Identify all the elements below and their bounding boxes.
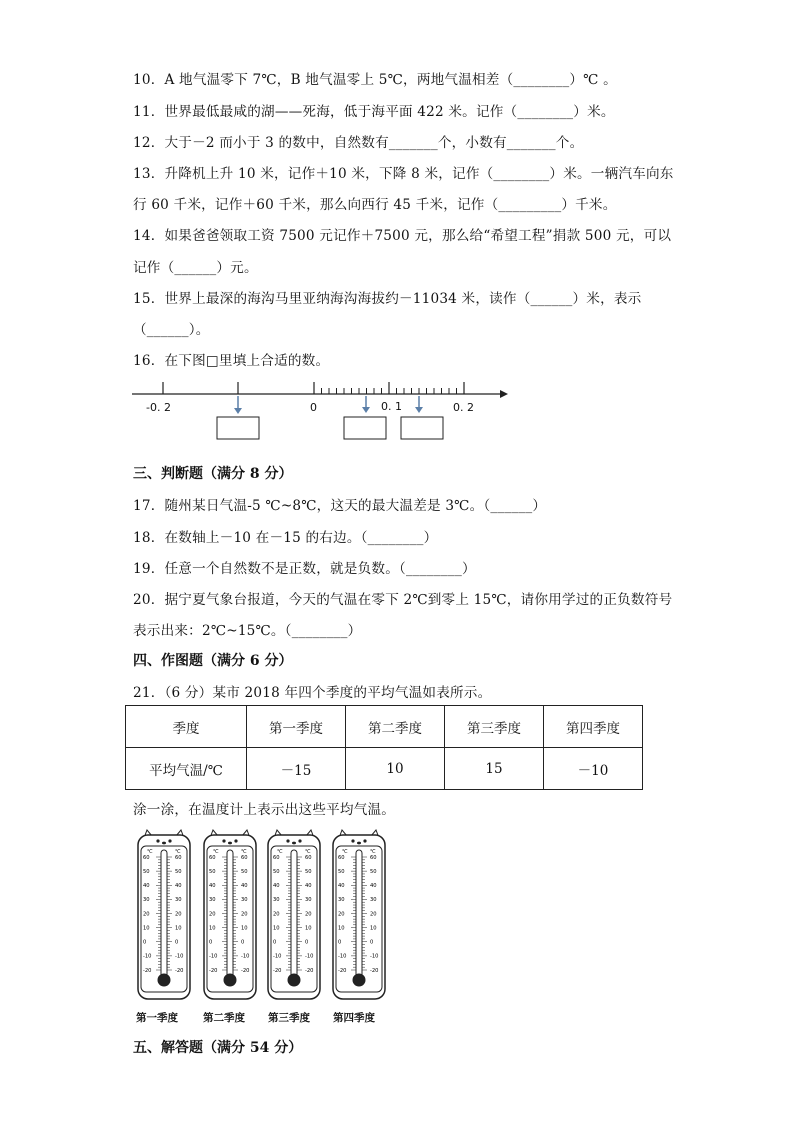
nose-icon [162,842,166,845]
scale-label: 60 [175,854,182,861]
scale-label: -10 [209,953,218,960]
unit-label: ℃ [277,849,283,855]
scale-label: 10 [305,925,312,932]
scale-label: -10 [338,953,347,960]
table-cell: 平均气温/℃ [126,748,247,790]
thermometer-4[interactable] [329,828,389,1003]
scale-label: 0 [305,939,309,946]
scale-label: 0 [338,939,342,946]
question-20-line1: 20．据宁夏气象台报道，今天的气温在零下 2℃到零上 15℃，请你用学过的正负数符号 [133,592,673,608]
label-0.2: 0. 2 [453,401,474,414]
eye-icon [234,839,237,842]
scale-label: -10 [305,953,314,960]
nose-icon [292,842,296,845]
question-10: 10．A 地气温零下 7℃，B 地气温零上 5℃，两地气温相差（________）℃ 。 [133,72,617,88]
number-line-figure [130,372,520,447]
question-18: 18．在数轴上－10 在－15 的右边。（________） [133,530,438,546]
question-17: 17．随州某日气温-5 ℃~8℃，这天的最大温差是 3℃。（______） [133,498,547,514]
thermometer-bulb [353,974,365,986]
table-cell: 第三季度 [445,706,544,748]
nose-icon [228,842,232,845]
eye-icon [156,839,159,842]
thermometer-tube [356,850,362,978]
scale-label: 50 [370,868,377,875]
table-header-row [126,706,643,748]
scale-label: 0 [370,939,374,946]
table-cell: －10 [544,748,643,790]
scale-label: 10 [241,925,248,932]
question-12: 12．大于－2 而小于 3 的数中，自然数有_______个，小数有_______个。 [133,135,584,151]
answer-box-2[interactable] [344,417,386,439]
scale-label: 10 [338,925,345,932]
thermometer-3[interactable] [264,828,324,1003]
scale-label: 30 [175,897,182,904]
unit-label: ℃ [147,849,153,855]
scale-label: 30 [338,897,345,904]
unit-label: ℃ [370,849,376,855]
label-neg-0.2: -0. 2 [146,401,171,414]
scale-label: -10 [273,953,282,960]
scale-label: 60 [370,854,377,861]
thermometer-caption-4: 第四季度 [333,1012,375,1024]
unit-label: ℃ [342,849,348,855]
thermometer-bulb [224,974,236,986]
scale-label: 20 [209,911,216,918]
table-cell: 第四季度 [544,706,643,748]
scale-label: 40 [370,883,377,890]
question-11: 11．世界最低最咸的湖——死海，低于海平面 422 米。记作（________）米。 [133,104,615,120]
scale-label: 10 [143,925,150,932]
scale-label: -20 [273,967,282,974]
thermometer-1[interactable] [134,828,194,1003]
scale-label: -10 [370,953,379,960]
eye-icon [363,839,366,842]
question-20-line2: 表示出来：2℃~15℃。（________） [133,623,362,639]
scale-label: 0 [241,939,245,946]
question-19: 19．任意一个自然数不是正数，就是负数。（________） [133,561,476,577]
scale-label: 20 [143,911,150,918]
eye-icon [286,839,289,842]
pointer-arrow-icon [362,407,370,413]
question-16: 16．在下图□里填上合适的数。 [133,353,330,369]
scale-label: 40 [273,883,280,890]
eye-icon [298,839,301,842]
scale-label: 10 [273,925,280,932]
scale-label: 40 [241,883,248,890]
scale-label: 50 [209,868,216,875]
scale-label: 30 [370,897,377,904]
question-13-line1: 13．升降机上升 10 米，记作＋10 米，下降 8 米，记作（________）米。一辆汽车向东 [133,166,674,182]
question-15-line2: （______）。 [133,322,210,338]
scale-label: 0 [175,939,179,946]
thermometer-caption-3: 第三季度 [268,1012,310,1024]
scale-label: 60 [209,854,216,861]
scale-label: 40 [305,883,312,890]
table-cell: 第一季度 [247,706,346,748]
thermometer-instruction: 涂一涂，在温度计上表示出这些平均气温。 [133,802,396,818]
scale-label: 20 [273,911,280,918]
scale-label: 40 [209,883,216,890]
scale-label: 60 [143,854,150,861]
scale-label: 50 [338,868,345,875]
scale-label: 30 [209,897,216,904]
answer-box-3[interactable] [401,417,443,439]
scale-label: -10 [143,953,152,960]
thermometer-bulb [158,974,170,986]
table-cell: 季度 [126,706,247,748]
scale-label: -20 [143,967,152,974]
label-0: 0 [310,401,317,414]
scale-label: 10 [175,925,182,932]
temperature-table [125,705,643,790]
scale-label: 0 [143,939,147,946]
scale-label: 60 [338,854,345,861]
thermometer-2[interactable] [200,828,260,1003]
scale-label: 0 [273,939,277,946]
scale-label: 40 [143,883,150,890]
scale-label: -20 [175,967,184,974]
scale-label: 50 [143,868,150,875]
scale-label: -20 [370,967,379,974]
question-14-line1: 14．如果爸爸领取工资 7500 元记作＋7500 元，那么给“希望工程”捐款 500 元，可以 [133,228,672,244]
scale-label: 10 [209,925,216,932]
thermometer-caption-1: 第一季度 [136,1012,178,1024]
scale-label: 30 [143,897,150,904]
nose-icon [357,842,361,845]
scale-label: 30 [273,897,280,904]
scale-label: 20 [241,911,248,918]
unit-label: ℃ [305,849,311,855]
number-line-arrow-icon [500,390,508,398]
scale-label: -20 [241,967,250,974]
scale-label: 40 [338,883,345,890]
scale-label: -20 [209,967,218,974]
pointer-arrow-icon [415,407,423,413]
eye-icon [351,839,354,842]
scale-label: 30 [241,897,248,904]
scale-label: 30 [305,897,312,904]
thermometer-tube [291,850,297,978]
scale-label: 0 [209,939,213,946]
question-14-line2: 记作（______）元。 [133,260,258,276]
question-21: 21．（6 分）某市 2018 年四个季度的平均气温如表所示。 [133,685,492,701]
scale-label: 60 [273,854,280,861]
answer-box-1[interactable] [217,417,259,439]
table-cell: 第二季度 [346,706,445,748]
thermometer-caption-2: 第二季度 [203,1012,245,1024]
section-3-title: 三、判断题（满分 8 分） [133,466,293,482]
scale-label: 60 [305,854,312,861]
table-cell: －15 [247,748,346,790]
pointer-arrow-icon [234,408,242,414]
scale-label: -10 [175,953,184,960]
section-5-title: 五、解答题（满分 54 分） [133,1040,303,1056]
table-cell: 15 [445,748,544,790]
thermometer-tube [227,850,233,978]
question-13-line2: 行 60 千米，记作＋60 千米，那么向西行 45 千米，记作（_________）千米。 [133,197,617,213]
table-cell: 10 [346,748,445,790]
thermometer-tube [161,850,167,978]
scale-label: 20 [370,911,377,918]
scale-label: 20 [175,911,182,918]
scale-label: 40 [175,883,182,890]
unit-label: ℃ [213,849,219,855]
label-0.1: 0. 1 [381,400,402,413]
question-15-line1: 15．世界上最深的海沟马里亚纳海沟海拔约－11034 米，读作（______）米，表示 [133,291,642,307]
unit-label: ℃ [175,849,181,855]
section-4-title: 四、作图题（满分 6 分） [133,653,293,669]
scale-label: -20 [305,967,314,974]
scale-label: 50 [305,868,312,875]
scale-label: -10 [241,953,250,960]
scale-label: -20 [338,967,347,974]
scale-label: 60 [241,854,248,861]
scale-label: 50 [175,868,182,875]
unit-label: ℃ [241,849,247,855]
thermometer-bulb [288,974,300,986]
table-row [126,748,643,790]
scale-label: 50 [241,868,248,875]
eye-icon [168,839,171,842]
eye-icon [222,839,225,842]
scale-label: 10 [370,925,377,932]
scale-label: 20 [338,911,345,918]
scale-label: 20 [305,911,312,918]
scale-label: 50 [273,868,280,875]
